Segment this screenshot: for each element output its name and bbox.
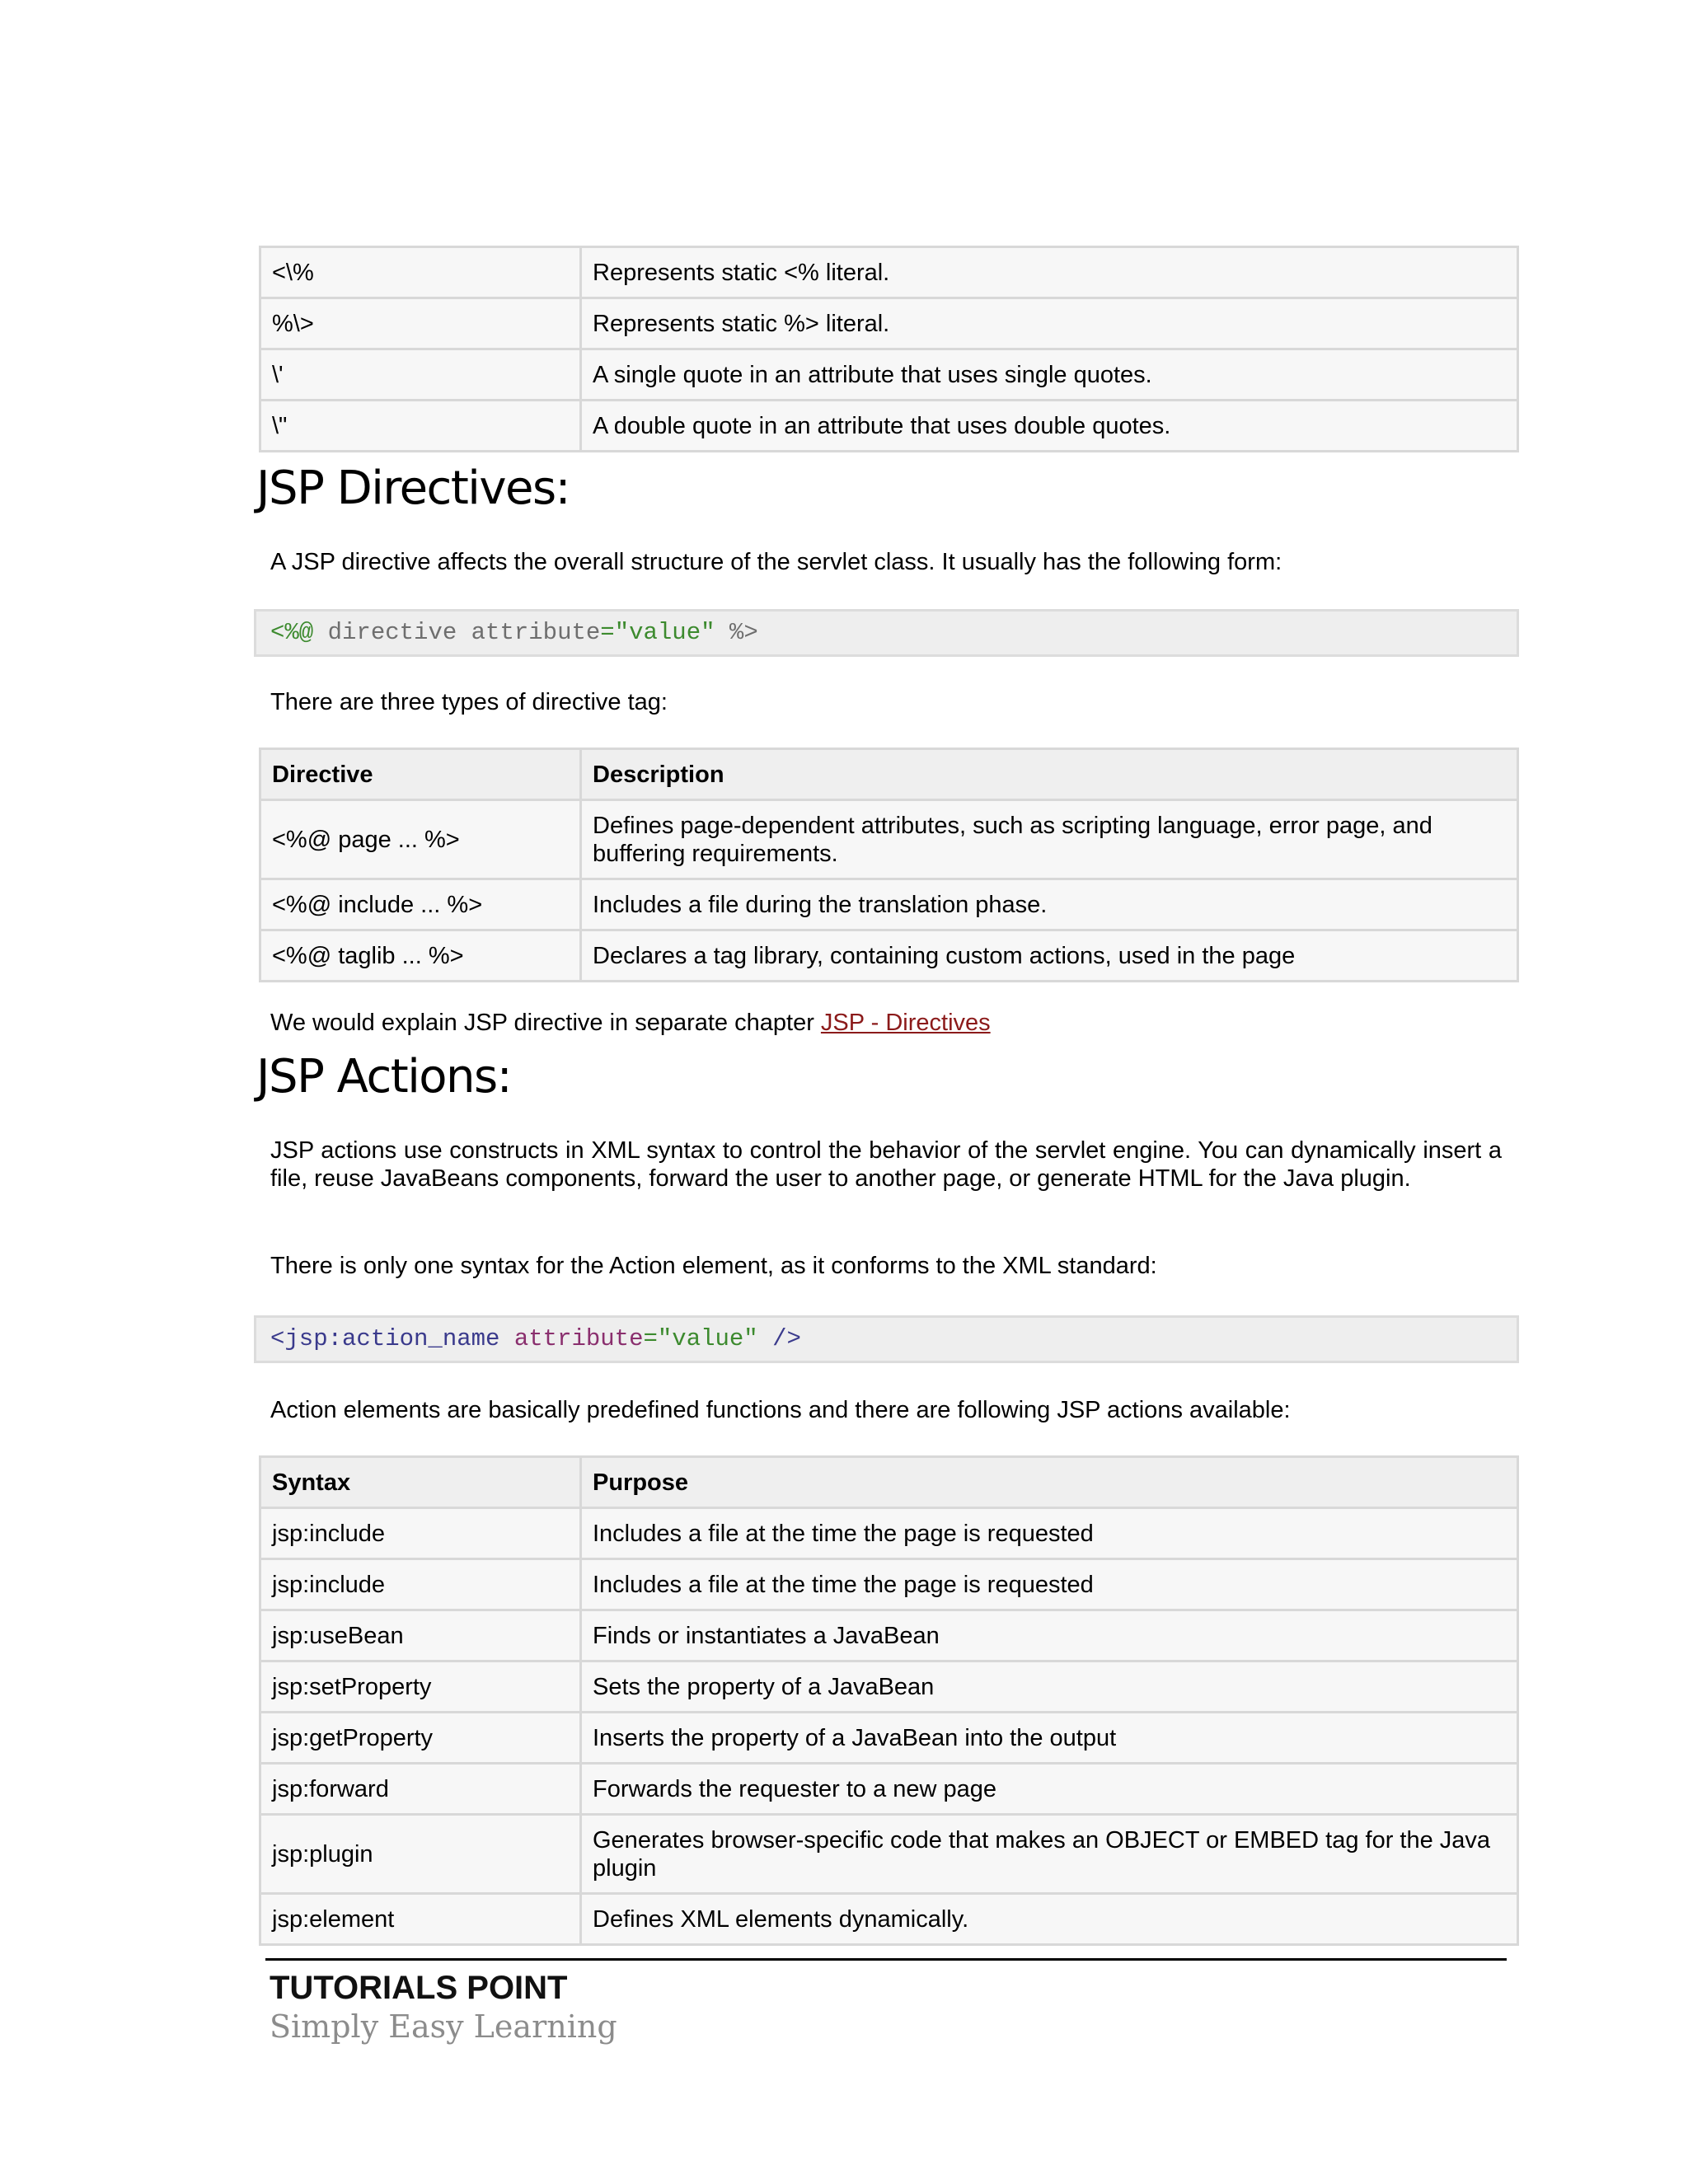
directive-description-cell: Defines page-dependent attributes, such as scripting language, error page, and buffering requirements. — [581, 800, 1518, 879]
action-code-block — [254, 1315, 1519, 1363]
action-purpose-cell: Includes a file at the time the page is requested — [581, 1508, 1518, 1559]
column-header-syntax: Syntax — [260, 1457, 581, 1508]
code-action-tag: <jsp:action_name — [270, 1325, 500, 1352]
directives-heading: JSP Directives: — [256, 462, 570, 515]
action-purpose-cell: Includes a file at the time the page is requested — [581, 1559, 1518, 1610]
jsp-directives-link[interactable]: JSP - Directives — [820, 1010, 991, 1036]
action-syntax-cell: jsp:forward — [260, 1764, 581, 1815]
table-row — [260, 1713, 1518, 1764]
footer-divider — [265, 1958, 1507, 1961]
actions-table — [259, 1455, 1519, 1946]
actions-available-text: Action elements are basically predefined functions and there are following JSP actions available: — [270, 1397, 1291, 1423]
column-header-purpose: Purpose — [581, 1457, 1518, 1508]
action-syntax-cell: jsp:getProperty — [260, 1713, 581, 1764]
escape-description-cell: Represents static <% literal. — [581, 247, 1518, 298]
action-purpose-cell: Sets the property of a JavaBean — [581, 1661, 1518, 1713]
directive-code-cell: <%@ include ... %> — [260, 879, 581, 930]
directives-explain-text: We would explain JSP directive in separate chapter — [270, 1010, 821, 1036]
table-row — [260, 1559, 1518, 1610]
table-row — [260, 401, 1518, 452]
directives-intro-text: A JSP directive affects the overall structure of the servlet class. It usually has the following form: — [270, 549, 1282, 575]
table-header-row — [260, 1457, 1518, 1508]
code-directive-attribute: directive attribute — [313, 619, 601, 646]
directive-types-text: There are three types of directive tag: — [270, 689, 668, 715]
escape-code-cell: <\% — [260, 247, 581, 298]
escape-sequence-table — [259, 246, 1519, 452]
action-purpose-cell: Generates browser-specific code that makes an OBJECT or EMBED tag for the Java plugin — [581, 1815, 1518, 1894]
footer-brand-tagline: Simply Easy Learning — [270, 2008, 617, 2045]
table-row — [260, 800, 1518, 879]
table-header-row — [260, 749, 1518, 800]
escape-description-cell: A single quote in an attribute that uses single quotes. — [581, 349, 1518, 401]
actions-heading: JSP Actions: — [256, 1050, 512, 1104]
action-syntax-cell: jsp:include — [260, 1508, 581, 1559]
code-attribute: attribute — [499, 1325, 644, 1352]
directive-description-cell: Declares a tag library, containing custom actions, used in the page — [581, 930, 1518, 982]
table-row — [260, 1764, 1518, 1815]
action-purpose-cell: Inserts the property of a JavaBean into the output — [581, 1713, 1518, 1764]
code-value: "value" — [657, 1325, 758, 1352]
table-row — [260, 1661, 1518, 1713]
action-syntax-text: There is only one syntax for the Action element, as it conforms to the XML standard: — [270, 1253, 1157, 1279]
directive-code-cell: <%@ page ... %> — [260, 800, 581, 879]
code-equals: = — [643, 1325, 658, 1352]
table-row — [260, 247, 1518, 298]
action-syntax-cell: jsp:useBean — [260, 1610, 581, 1661]
table-row — [260, 879, 1518, 930]
action-syntax-cell: jsp:setProperty — [260, 1661, 581, 1713]
footer-brand-title: TUTORIALS POINT — [270, 1970, 568, 2006]
escape-description-cell: Represents static %> literal. — [581, 298, 1518, 349]
action-syntax-cell: jsp:include — [260, 1559, 581, 1610]
action-purpose-cell: Defines XML elements dynamically. — [581, 1894, 1518, 1945]
code-open-tag: <%@ — [270, 619, 314, 646]
code-close-tag: /> — [757, 1325, 801, 1352]
action-purpose-cell: Finds or instantiates a JavaBean — [581, 1610, 1518, 1661]
code-close-tag: %> — [715, 619, 758, 646]
table-row — [260, 1815, 1518, 1894]
directive-types-table — [259, 748, 1519, 982]
code-equals: = — [600, 619, 615, 646]
table-row — [260, 930, 1518, 982]
column-header-directive: Directive — [260, 749, 581, 800]
escape-description-cell: A double quote in an attribute that uses double quotes. — [581, 401, 1518, 452]
directive-description-cell: Includes a file during the translation phase. — [581, 879, 1518, 930]
table-row — [260, 349, 1518, 401]
action-syntax-cell: jsp:plugin — [260, 1815, 581, 1894]
action-purpose-cell: Forwards the requester to a new page — [581, 1764, 1518, 1815]
column-header-description: Description — [581, 749, 1518, 800]
code-value: "value" — [614, 619, 715, 646]
table-row — [260, 1508, 1518, 1559]
table-row — [260, 298, 1518, 349]
table-row — [260, 1894, 1518, 1945]
directive-code-cell: <%@ taglib ... %> — [260, 930, 581, 982]
escape-code-cell: \" — [260, 401, 581, 452]
escape-code-cell: %\> — [260, 298, 581, 349]
actions-intro-text: JSP actions use constructs in XML syntax to control the behavior of the servlet engine. You can dynamically insert a file, reuse JavaBeans components, forward the user to another page, or generate HTML for the Java plugin. — [270, 1137, 1502, 1192]
directive-code-block — [254, 609, 1519, 657]
action-syntax-cell: jsp:element — [260, 1894, 581, 1945]
directives-explain-paragraph — [270, 1009, 1502, 1037]
escape-code-cell: \' — [260, 349, 581, 401]
table-row — [260, 1610, 1518, 1661]
